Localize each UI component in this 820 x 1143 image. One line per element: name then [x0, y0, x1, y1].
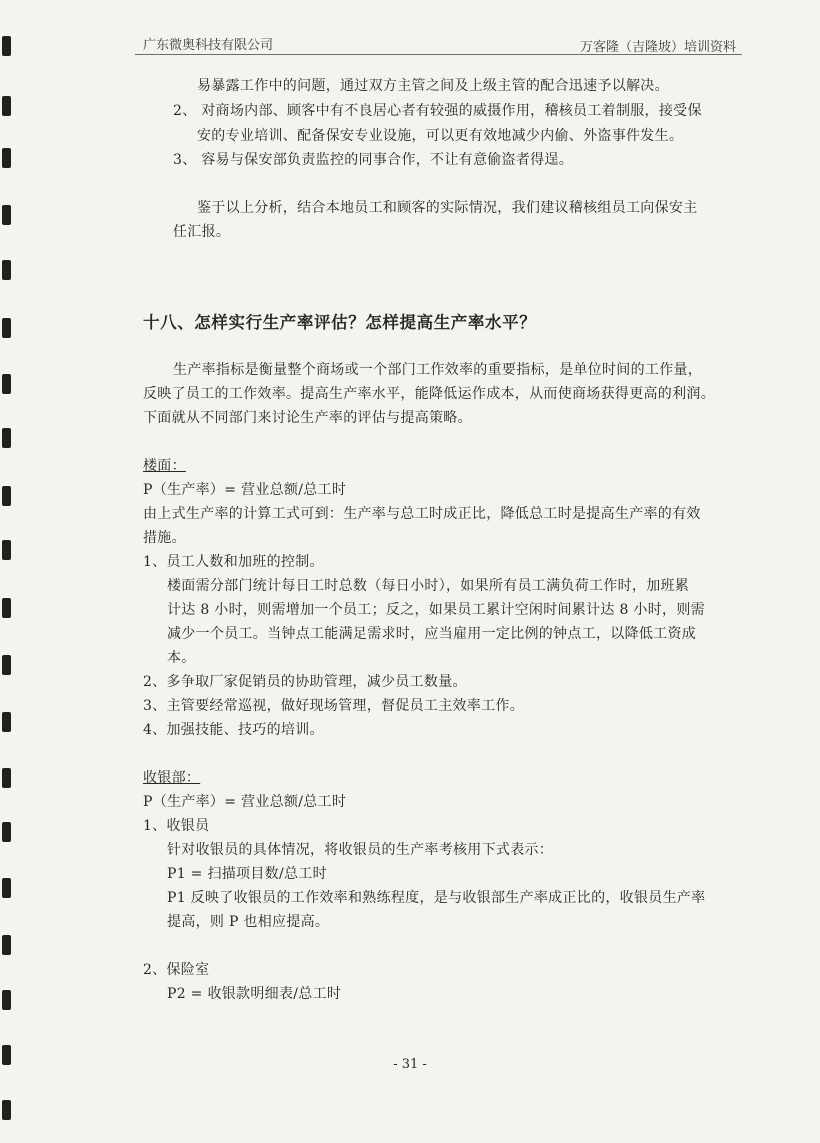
paragraph-line: 措施。 — [143, 530, 186, 546]
text-line: 安的专业培训、配备保安专业设施，可以更有效地减少内偷、外盗事件发生。 — [197, 128, 684, 144]
paragraph-line: 下面就从不同部门来讨论生产率的评估与提高策略。 — [143, 410, 472, 426]
paragraph-line: 生产率指标是衡量整个商场或一个部门工作效率的重要指标，是单位时间的工作量， — [173, 362, 703, 378]
paragraph-line: 本。 — [167, 650, 196, 666]
subsection-cashier: 收银部： — [143, 770, 201, 786]
formula: P（生产率）= 营业总额/总工时 — [143, 482, 347, 498]
list-item: 3、 容易与保安部负责监控的同事合作，不让有意偷盗者得逞。 — [173, 152, 574, 168]
page-header — [135, 30, 742, 55]
subsection-floor: 楼面： — [143, 458, 186, 474]
list-item: 1、收银员 — [143, 818, 210, 834]
page-number: - 31 - — [393, 1057, 427, 1072]
paragraph-line: 针对收银员的具体情况，将收银员的生产率考核用下式表示： — [167, 842, 554, 858]
binding-holes — [0, 0, 16, 1143]
paragraph-line: 计达 8 小时，则需增加一个员工；反之，如果员工累计空闲时间累计达 8 小时，则需 — [167, 602, 705, 618]
formula: P1 = 扫描项目数/总工时 — [167, 866, 327, 882]
paragraph-line: 楼面需分部门统计每日工时总数（每日小时），如果所有员工满负荷工作时，加班累 — [167, 578, 690, 594]
paragraph-line: 减少一个员工。当钟点工能满足需求时，应当雇用一定比例的钟点工，以降低工资成 — [167, 626, 697, 642]
list-item: 2、保险室 — [143, 962, 210, 978]
list-item: 2、 对商场内部、顾客中有不良居心者有较强的威摄作用，稽核员工着制服，接受保 — [173, 103, 702, 119]
header-doc-title: 万客隆（吉隆坡）培训资料 — [579, 40, 736, 55]
header-company: 广东微奥科技有限公司 — [143, 38, 274, 53]
paragraph-line: P1 反映了收银员的工作效率和熟练程度，是与收银部生产率成正比的，收银员生产率 — [167, 890, 706, 906]
paragraph-line: 鉴于以上分析，结合本地员工和顾客的实际情况，我们建议稽核组员工向保安主 — [197, 200, 698, 216]
formula: P（生产率）= 营业总额/总工时 — [143, 794, 347, 810]
list-item: 1、员工人数和加班的控制。 — [143, 554, 324, 570]
paragraph-line: 任汇报。 — [173, 224, 231, 240]
paragraph-line: 反映了员工的工作效率。提高生产率水平，能降低运作成本，从而使商场获得更高的利润。 — [143, 386, 715, 402]
section-title: 十八、怎样实行生产率评估？怎样提高生产率水平？ — [143, 313, 537, 332]
list-item: 4、加强技能、技巧的培训。 — [143, 722, 324, 738]
paragraph-line: 由上式生产率的计算工式可到：生产率与总工时成正比，降低总工时是提高生产率的有效 — [143, 506, 701, 522]
paragraph-line: 提高，则 P 也相应提高。 — [167, 914, 330, 930]
text-line: 易暴露工作中的问题，通过双方主管之间及上级主管的配合迅速予以解决。 — [197, 78, 669, 94]
list-item: 2、多争取厂家促销员的协助管理，减少员工数量。 — [143, 674, 467, 690]
formula: P2 = 收银款明细表/总工时 — [167, 986, 342, 1002]
list-item: 3、主管要经常巡视，做好现场管理，督促员工主效率工作。 — [143, 698, 525, 714]
